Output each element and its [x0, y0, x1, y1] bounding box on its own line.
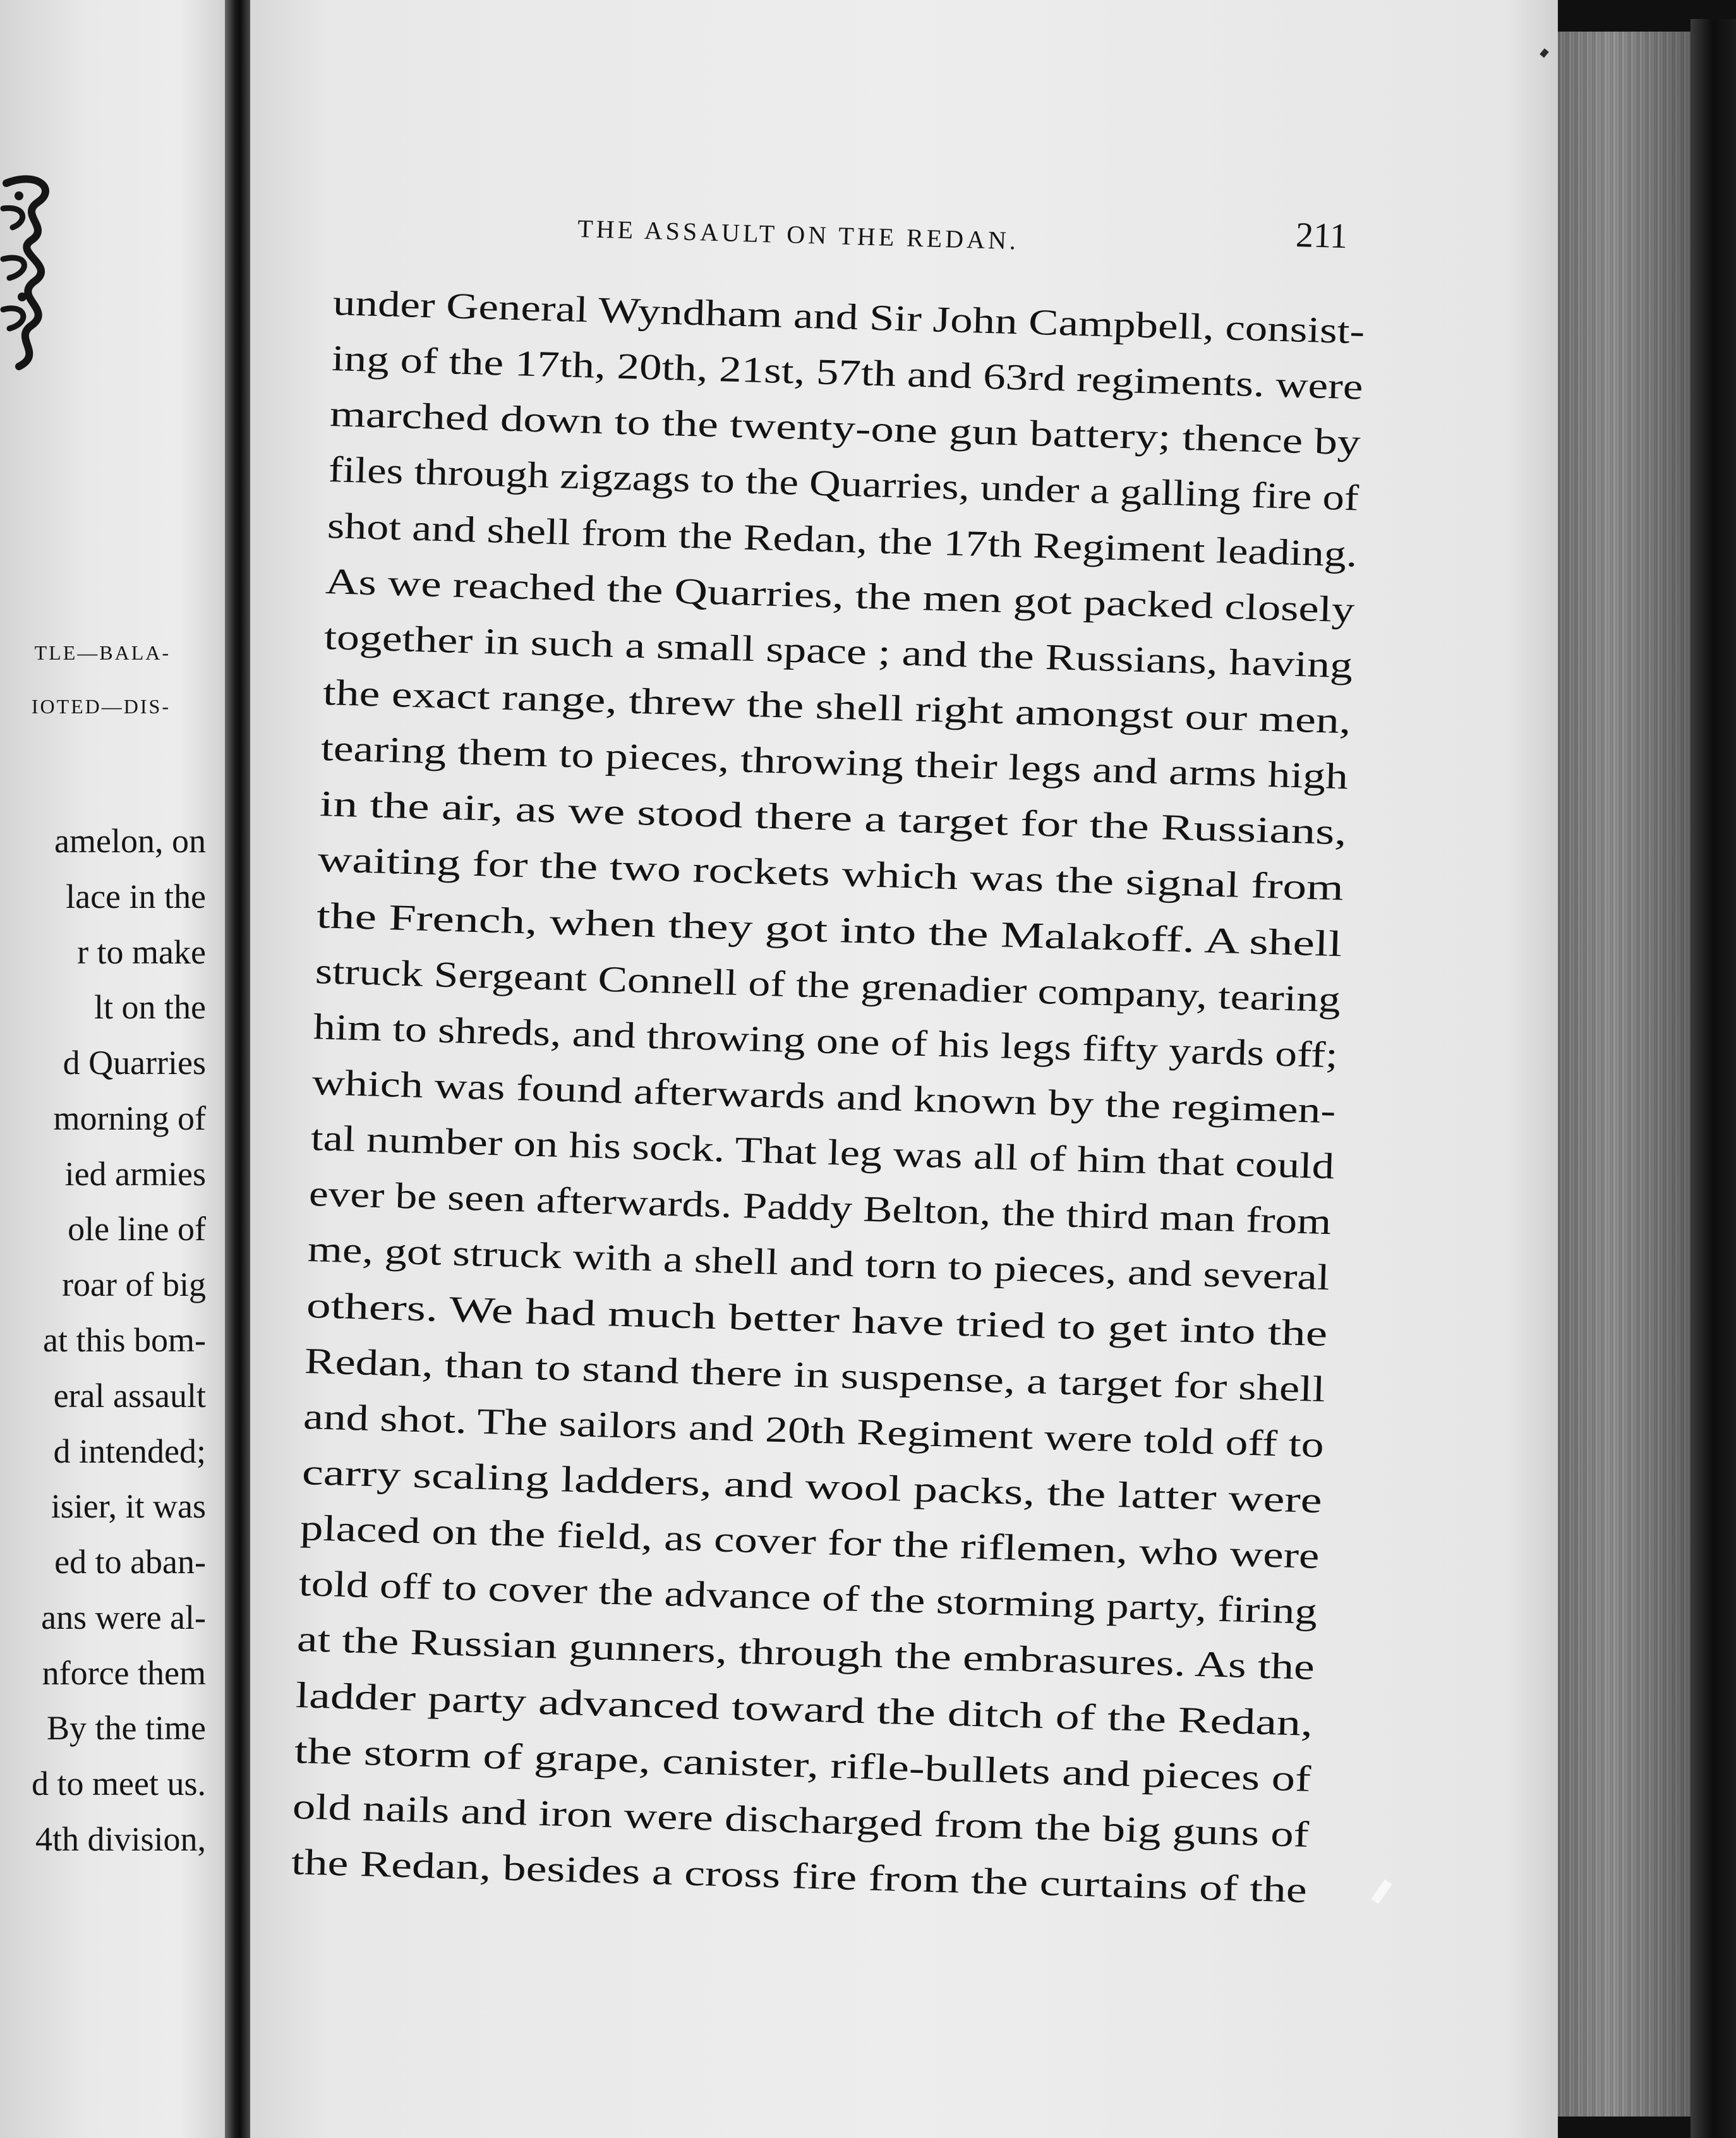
- left-page-text-line: ied armies: [64, 1154, 206, 1193]
- body-text-line: As we reached the Quarries, the men got packed closely: [325, 560, 1356, 631]
- left-page-text-line: amelon, on: [54, 822, 206, 860]
- left-page-text-line: d to meet us.: [32, 1765, 206, 1803]
- body-text-line: under General Wyndham and Sir John Campbell, consist-: [332, 282, 1366, 352]
- left-page-heading-line: TLE—BALA-: [34, 641, 171, 664]
- body-text-line: the French, when they got into the Malakoff. A shell: [316, 894, 1343, 964]
- body-text-line: me, got struck with a shell and torn to pieces, and several: [307, 1228, 1330, 1298]
- body-text-line: shot and shell from the Redan, the 17th Regiment leading.: [326, 504, 1358, 575]
- body-text-line: ing of the 17th, 20th, 21st, 57th and 63rd regiments. were: [330, 337, 1363, 408]
- left-page-text-line: roar of big: [62, 1265, 206, 1304]
- left-page-text-line: isier, it was: [51, 1487, 206, 1526]
- page-edges-shadow: [1558, 32, 1691, 2117]
- body-text-line: together in such a small space ; and the Russians, having: [323, 615, 1353, 686]
- left-page-text-line: at this bom-: [43, 1321, 206, 1359]
- decorative-ornament-icon: [0, 171, 63, 373]
- body-text-line: tal number on his sock. That leg was all of him that could: [310, 1117, 1335, 1187]
- body-text-line: Redan, than to stand there in suspense, a target for shell: [304, 1339, 1326, 1410]
- body-text-line: files through zigzags to the Quarries, under a galling fire of: [328, 449, 1359, 519]
- left-page-text-line: morning of: [53, 1099, 206, 1137]
- body-text-line: others. We had much better have tried to get into the: [305, 1284, 1328, 1354]
- body-text-line: ever be seen afterwards. Paddy Belton, the third man from: [308, 1173, 1332, 1243]
- left-page-text-line: nforce them: [42, 1653, 206, 1692]
- left-page-text-line: d Quarries: [63, 1044, 206, 1082]
- body-text-line: marched down to the twenty-one gun battery; thence by: [329, 393, 1361, 463]
- left-page-text-line: d intended;: [53, 1432, 206, 1470]
- body-text-line: old nails and iron were discharged from the big guns of: [292, 1785, 1310, 1855]
- body-text-line: placed on the field, as cover for the riflemen, who were: [299, 1507, 1320, 1577]
- body-text-line: the storm of grape, canister, rifle-bullets and pieces of: [293, 1729, 1311, 1799]
- book-gutter: [225, 0, 250, 2138]
- left-page-text-line: By the time: [47, 1709, 206, 1748]
- left-page-text-line: lt on the: [94, 988, 206, 1027]
- body-text-line: at the Russian gunners, through the embrasures. As the: [296, 1618, 1316, 1688]
- left-page-text-line: lace in the: [66, 877, 206, 915]
- left-page-text-line: r to make: [77, 933, 206, 971]
- body-text-line: tearing them to pieces, throwing their legs and arms high: [320, 727, 1349, 797]
- body-text-line: him to shreds, and throwing one of his legs fifty yards off;: [313, 1005, 1339, 1076]
- body-text-line: carry scaling ladders, and wool packs, the latter were: [301, 1451, 1322, 1521]
- left-page-heading-line: IOTED—DIS-: [31, 695, 171, 718]
- page-number: 211: [1295, 215, 1348, 257]
- left-page-text-line: ole line of: [68, 1210, 206, 1248]
- running-head: THE ASSAULT ON THE REDAN.: [577, 214, 1020, 255]
- left-page-text-line: eral assault: [53, 1376, 206, 1415]
- left-page-text-line: ed to aban-: [54, 1543, 206, 1581]
- body-text-line: ladder party advanced toward the ditch of the Redan,: [295, 1674, 1314, 1744]
- body-text-line: told off to cover the advance of the storming party, firing: [298, 1562, 1318, 1633]
- body-text-line: the exact range, threw the shell right amongst our men,: [322, 672, 1351, 742]
- body-text-line: struck Sergeant Connell of the grenadier company, tearing: [314, 950, 1341, 1020]
- left-page-text-line: 4th division,: [35, 1820, 206, 1858]
- book-cover-edge: [1691, 19, 1736, 2138]
- body-text-line: in the air, as we stood there a target for the Russians,: [319, 783, 1347, 853]
- body-text-line: waiting for the two rockets which was the signal from: [317, 838, 1345, 909]
- body-text-line: the Redan, besides a cross fire from the curtains of the: [291, 1841, 1308, 1911]
- left-page-text-line: ans were al-: [41, 1598, 206, 1636]
- body-text-line: which was found afterwards and known by the regimen-: [311, 1061, 1337, 1132]
- body-text-line: and shot. The sailors and 20th Regiment were told off to: [303, 1395, 1325, 1465]
